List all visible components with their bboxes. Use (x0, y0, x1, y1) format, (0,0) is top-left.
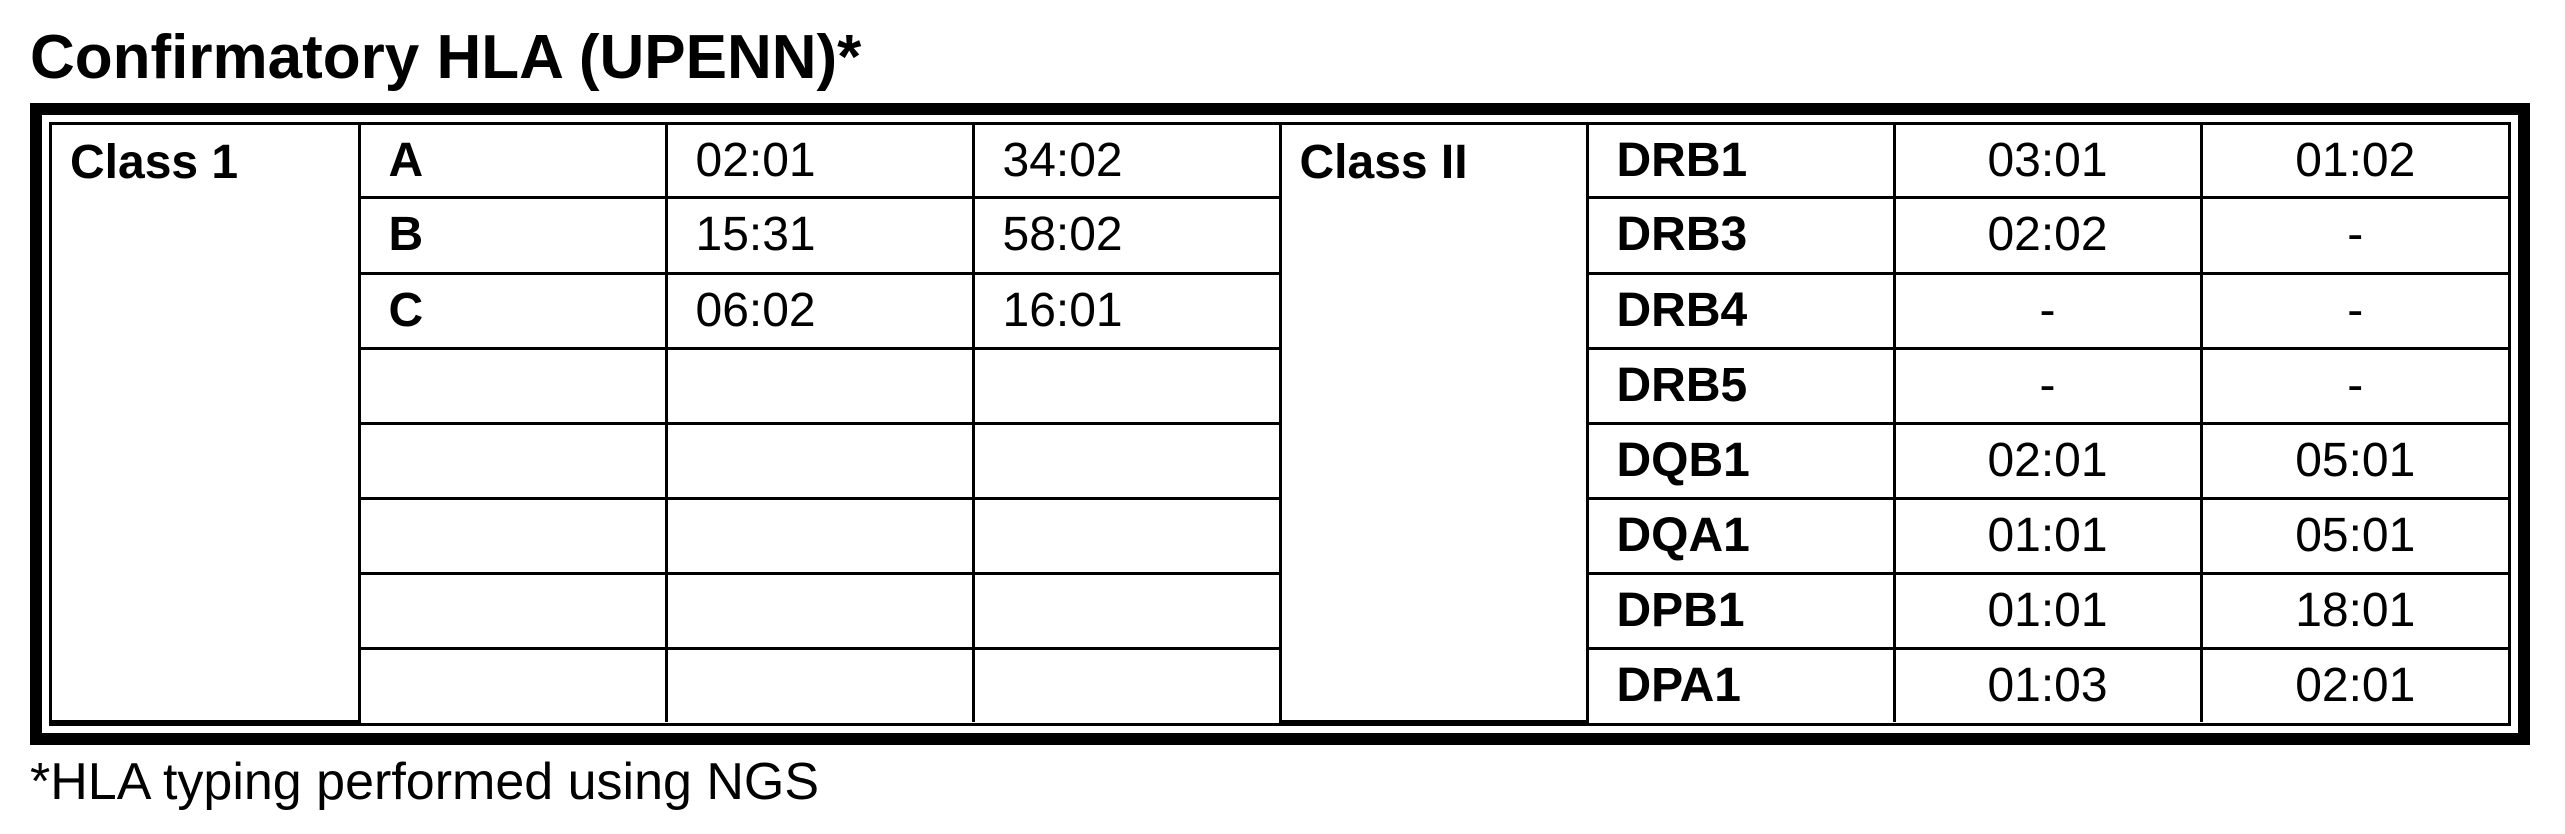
class1-locus (359, 423, 666, 498)
class1-locus: B (359, 198, 666, 273)
class2-locus: DPA1 (1587, 649, 1894, 722)
class1-allele1 (666, 498, 973, 573)
class2-locus: DRB3 (1587, 198, 1894, 273)
class1-allele1: 02:01 (666, 125, 973, 198)
class1-locus: A (359, 125, 666, 198)
class2-allele2: 05:01 (2201, 423, 2508, 498)
class1-allele1: 15:31 (666, 198, 973, 273)
class2-label: Class II (1280, 125, 1587, 722)
class2-locus: DQB1 (1587, 423, 1894, 498)
class1-locus: C (359, 273, 666, 348)
class2-allele2: - (2201, 273, 2508, 348)
footnote: *HLA typing performed using NGS (30, 753, 820, 811)
class2-allele2: 01:02 (2201, 125, 2508, 198)
class2-allele2: 02:01 (2201, 649, 2508, 722)
hla-table-frame (30, 103, 2530, 745)
class2-allele1: - (1894, 348, 2201, 423)
class1-allele2: 58:02 (973, 198, 1280, 273)
class1-allele2 (973, 498, 1280, 573)
class1-allele1: 06:02 (666, 273, 973, 348)
page-title: Confirmatory HLA (UPENN)* (30, 23, 862, 92)
class2-locus: DRB5 (1587, 348, 1894, 423)
class2-locus: DQA1 (1587, 498, 1894, 573)
class1-allele2 (973, 423, 1280, 498)
class1-locus (359, 649, 666, 722)
class2-allele1: - (1894, 273, 2201, 348)
class1-allele2 (973, 649, 1280, 722)
class2-allele1: 01:01 (1894, 498, 2201, 573)
class1-allele2 (973, 573, 1280, 648)
class2-allele1: 02:02 (1894, 198, 2201, 273)
class2-locus: DRB4 (1587, 273, 1894, 348)
class1-locus (359, 498, 666, 573)
class2-allele1: 01:03 (1894, 649, 2201, 722)
class2-allele2: - (2201, 348, 2508, 423)
hla-table-inner-frame (49, 122, 2511, 726)
class1-label: Class 1 (52, 125, 359, 722)
class1-allele1 (666, 573, 973, 648)
class1-allele1 (666, 423, 973, 498)
class2-allele1: 02:01 (1894, 423, 2201, 498)
class2-allele2: 18:01 (2201, 573, 2508, 648)
class2-allele2: 05:01 (2201, 498, 2508, 573)
class2-allele1: 03:01 (1894, 125, 2201, 198)
class1-allele2: 34:02 (973, 125, 1280, 198)
class1-allele2: 16:01 (973, 273, 1280, 348)
class1-allele1 (666, 649, 973, 722)
class1-locus (359, 348, 666, 423)
class2-allele2: - (2201, 198, 2508, 273)
table-row (52, 125, 2508, 198)
class1-allele2 (973, 348, 1280, 423)
class2-locus: DPB1 (1587, 573, 1894, 648)
hla-typing-table (52, 125, 2508, 723)
class1-allele1 (666, 348, 973, 423)
class2-locus: DRB1 (1587, 125, 1894, 198)
class1-locus (359, 573, 666, 648)
class2-allele1: 01:01 (1894, 573, 2201, 648)
